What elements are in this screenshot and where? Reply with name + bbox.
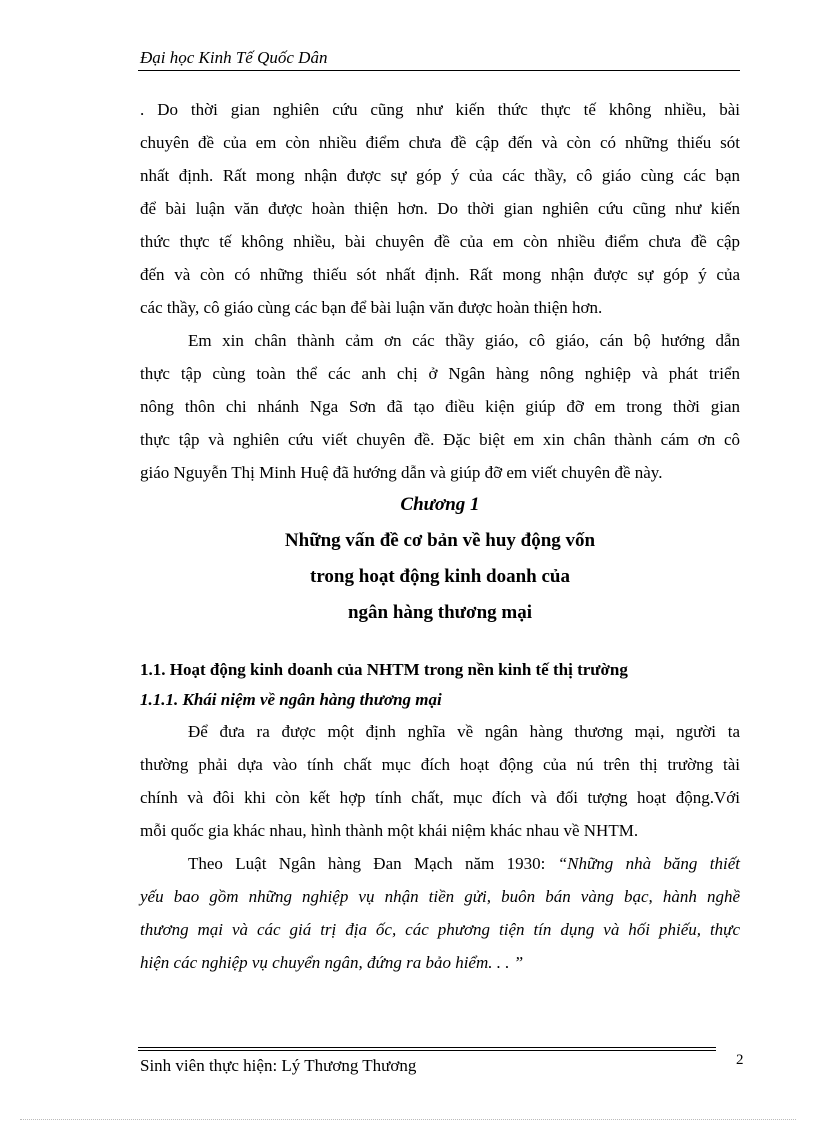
- intro-line: thức thực tế không nhiều, bài chuyên đề của em còn nhiều điểm chưa đề cập: [140, 232, 740, 251]
- intro-line: chuyên đề của em còn nhiều điểm chưa đề cập đến và còn có những thiếu sót: [140, 133, 740, 152]
- intro-line: đến và còn có những thiếu sót nhất định. Rất mong nhận được sự góp ý của: [140, 265, 740, 284]
- intro-line: để bài luận văn được hoàn thiện hơn. Do thời gian nghiên cứu cũng như kiến: [140, 199, 740, 218]
- intro-line: . Do thời gian nghiên cứu cũng như kiến thức thực tế không nhiều, bài: [140, 100, 740, 119]
- definition-line: Để đưa ra được một định nghĩa về ngân hàng thương mại, người ta: [188, 722, 740, 741]
- chapter-title-line: ngân hàng thương mại: [347, 602, 532, 623]
- section-heading-1-1: 1.1. Hoạt động kinh doanh của NHTM trong nền kinh tế thị trường: [140, 660, 628, 679]
- page-boundary: [20, 1119, 796, 1120]
- thanks-line: giáo Nguyễn Thị Minh Huệ đã hướng dẫn và giúp đỡ em viết chuyên đề này.: [140, 463, 663, 482]
- chapter-title-line: trong hoạt động kinh doanh của: [310, 566, 570, 587]
- thanks-line: Em xin chân thành cảm ơn các thầy giáo, cô giáo, cán bộ hướng dẫn: [188, 331, 740, 350]
- law-quote-first-line: [188, 854, 740, 874]
- intro-line: các thầy, cô giáo cùng các bạn để bài luận văn được hoàn thiện hơn.: [140, 298, 603, 317]
- footer-student: Sinh viên thực hiện: Lý Thương Thương: [140, 1056, 417, 1075]
- page-header: Đại học Kinh Tế Quốc Dân: [140, 48, 328, 67]
- footer-rule: [138, 1047, 716, 1048]
- law-quote-start: “Những nhà băng thiết: [557, 854, 740, 873]
- intro-line: nhất định. Rất mong nhận được sự góp ý của các thầy, cô giáo cùng các bạn: [140, 166, 740, 185]
- law-quote-line: yếu bao gồm những nghiệp vụ nhận tiền gửi, buôn bán vàng bạc, hành nghề: [140, 887, 740, 906]
- footer-rule: [138, 1050, 716, 1051]
- page-number: 2: [736, 1052, 744, 1068]
- definition-line: chính và đôi khi còn kết hợp tính chất, mục đích và đối tượng hoạt động.Với: [140, 788, 740, 807]
- definition-line: thường phải dựa vào tính chất mục đích hoạt động của nú trên thị trường tài: [140, 755, 740, 774]
- thanks-line: nông thôn chi nhánh Nga Sơn đã tạo điều kiện giúp đỡ em trong thời gian: [140, 397, 740, 416]
- chapter-label: Chương 1: [400, 494, 480, 515]
- law-quote-line: hiện các nghiệp vụ chuyển ngân, đứng ra bảo hiểm. . . ”: [140, 953, 524, 972]
- law-intro: Theo Luật Ngân hàng Đan Mạch năm 1930:: [188, 854, 558, 873]
- thanks-line: thực tập cùng toàn thể các anh chị ở Ngân hàng nông nghiệp và phát triển: [140, 364, 740, 383]
- section-heading-1-1-1: 1.1.1. Khái niệm về ngân hàng thương mại: [140, 690, 442, 709]
- law-quote-line: thương mại và các giá trị địa ốc, các phương tiện tín dụng và hối phiếu, thực: [140, 920, 740, 939]
- header-rule: [138, 70, 740, 71]
- thanks-line: thực tập và nghiên cứu viết chuyên đề. Đặc biệt em xin chân thành cám ơn cô: [140, 430, 740, 449]
- definition-line: mỗi quốc gia khác nhau, hình thành một khái niệm khác nhau về NHTM.: [140, 821, 639, 840]
- chapter-title-line: Những vấn đề cơ bản về huy động vốn: [284, 530, 596, 551]
